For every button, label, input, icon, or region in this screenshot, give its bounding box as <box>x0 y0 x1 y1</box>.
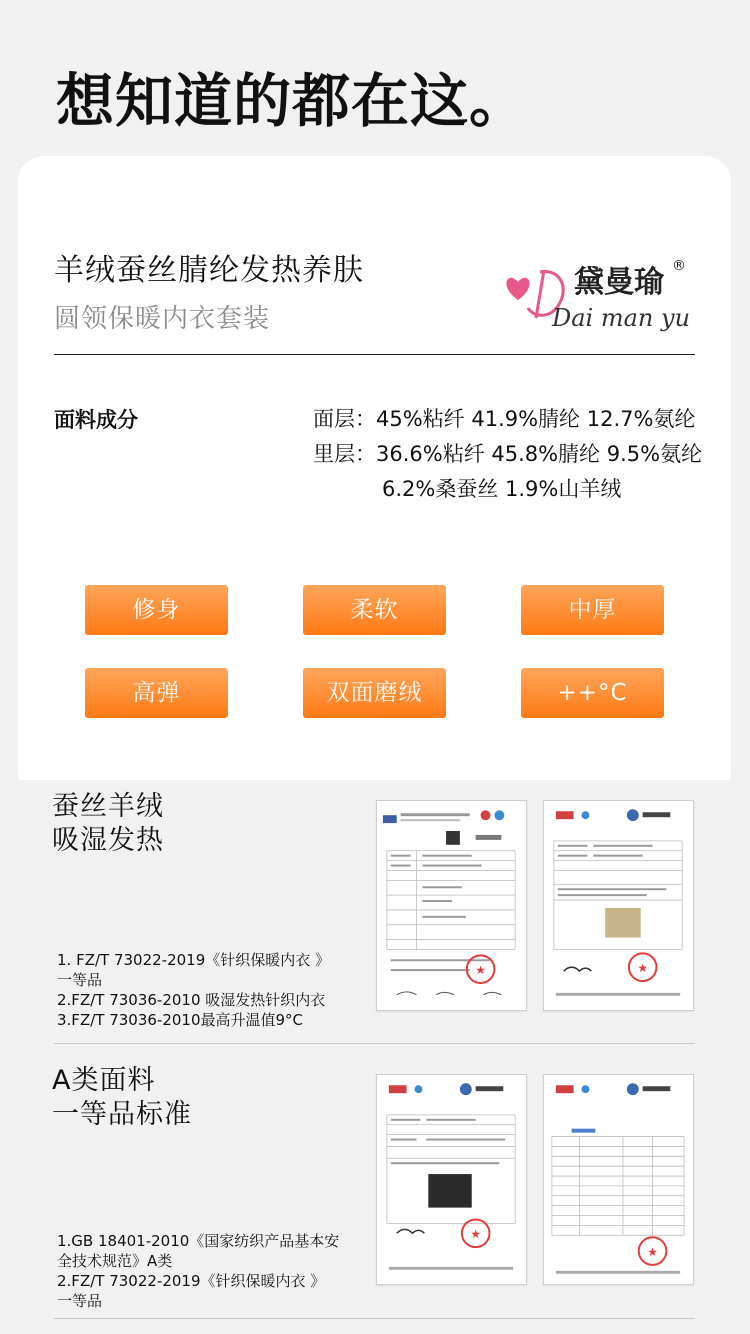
feature-tag: 柔软 <box>303 585 446 635</box>
test-report-image <box>376 1074 527 1285</box>
page-title: 想知道的都在这。 <box>56 67 529 135</box>
feature-tag: ++°C <box>521 668 664 718</box>
svg-text:★: ★ <box>470 1227 481 1242</box>
svg-text:★: ★ <box>647 1244 658 1259</box>
brand-name-cn: 黛曼瑜 <box>574 265 664 300</box>
section-divider <box>54 1318 695 1319</box>
fabric-inner-layer: 里层：36.6%粘纤 45.8%腈纶 9.5%氨纶 <box>313 442 703 466</box>
svg-text:★: ★ <box>637 961 648 976</box>
section-title: 蚕丝羊绒 吸湿发热 <box>52 791 164 856</box>
fabric-outer-layer: 面层：45%粘纤 41.9%腈纶 12.7%氨纶 <box>313 407 696 431</box>
heart-icon <box>506 278 529 300</box>
product-subtitle: 圆领保暖内衣套装 <box>54 304 271 334</box>
feature-tag: 双面磨绒 <box>303 668 446 718</box>
divider <box>54 354 695 355</box>
feature-tag: 修身 <box>85 585 228 635</box>
fabric-inner-layer-cont: 6.2%桑蚕丝 1.9%山羊绒 <box>382 477 622 501</box>
feature-tag: 中厚 <box>521 585 664 635</box>
section-title: A类面料 一等品标准 <box>52 1065 192 1130</box>
section-divider <box>54 1043 695 1044</box>
svg-text:★: ★ <box>475 963 486 978</box>
fabric-sample <box>605 908 641 938</box>
fabric-label: 面料成分 <box>54 408 138 432</box>
feature-tag: 高弹 <box>85 668 228 718</box>
product-name: 羊绒蚕丝腈纶发热养肤 <box>54 253 364 288</box>
fabric-sample <box>428 1174 471 1208</box>
brand-logo <box>500 248 700 340</box>
test-report-image <box>543 800 694 1011</box>
standards-list: 1. FZ/T 73022-2019《针织保暖内衣 》 一等品 2.FZ/T 73036-2010 吸湿发热针织内衣 3.FZ/T 73036-2010最高升温值9°C <box>57 951 331 1029</box>
test-report-image <box>376 800 527 1011</box>
brand-name-en: Dai man yu <box>552 304 691 332</box>
standards-list: 1.GB 18401-2010《国家纺织产品基本安 全技术规范》A类 2.FZ/T 73022-2019《针织保暖内衣 》 一等品 <box>57 1232 340 1310</box>
test-report-image <box>543 1074 694 1285</box>
registered-mark: ® <box>672 258 686 274</box>
fabric-composition <box>313 402 702 507</box>
